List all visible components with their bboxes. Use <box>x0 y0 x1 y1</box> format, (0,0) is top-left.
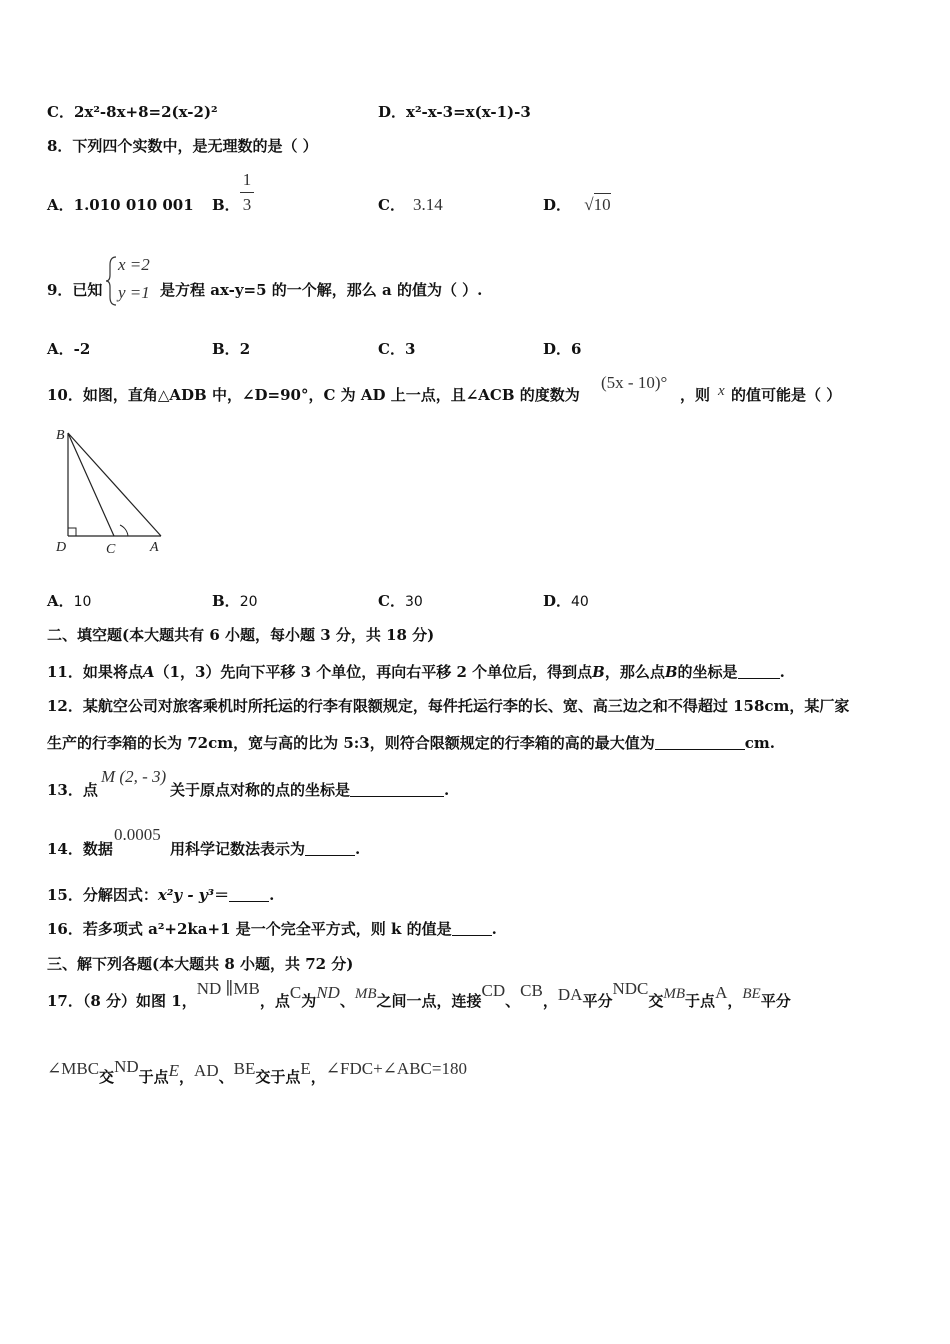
q8-option-b-fraction <box>240 170 254 215</box>
sqrt-sign-icon: √ <box>584 195 594 214</box>
q11-text-d: 的坐标是 <box>677 663 738 681</box>
q17-line2-text-e: 交于点 <box>255 1068 301 1086</box>
q15-equals: ＝ <box>214 886 230 904</box>
q17-math-4: MB <box>354 986 377 1002</box>
q15 <box>47 886 274 904</box>
q8-option-d <box>543 196 611 214</box>
sqrt-expression <box>584 196 610 214</box>
q11-text-b: （1，3）先向下平移 3 个单位，再向右平移 2 个单位后，得到点 <box>154 663 593 681</box>
q11 <box>47 663 785 681</box>
q10-option-b <box>212 592 258 611</box>
q12-line2-text: 生产的行李箱的长为 72cm，宽与高的比为 5:3，则符合限额规定的行李箱的高的最大值为 <box>47 734 655 752</box>
q17-text-k: ， <box>727 992 743 1010</box>
q17-math-10: A <box>715 983 728 1002</box>
point-m-expression: M (2, - 3) <box>101 767 167 786</box>
q9-option-d <box>543 340 581 358</box>
q17-line2-math-4: AD <box>194 1061 219 1080</box>
option-label: C． <box>378 196 405 214</box>
answer-blank <box>655 735 745 750</box>
q14-prefix: 14．数据 <box>47 840 113 858</box>
option-text: 2x²-8x+8=2(x-2)² <box>73 103 218 121</box>
q16-end: . <box>491 920 497 938</box>
q17-math-9: MB <box>663 986 686 1002</box>
q14-expression: 0.0005 <box>114 825 161 844</box>
q11-text-c: ，那么点 <box>604 663 665 681</box>
right-angle-mark-icon <box>68 528 76 536</box>
q15-end: . <box>269 886 275 904</box>
option-label: B． <box>212 340 240 358</box>
q17-line2 <box>47 1057 467 1086</box>
fraction-bar <box>240 192 254 193</box>
q9-option-c <box>378 340 415 358</box>
q9-option-a <box>47 340 90 358</box>
option-text: 6 <box>571 340 582 358</box>
answer-blank <box>305 841 355 856</box>
q17-text-i: 交 <box>648 992 664 1010</box>
q17-line2-math-7: ∠FDC+∠ABC=180 <box>325 1059 467 1078</box>
option-text: 3.14 <box>412 195 443 214</box>
q8-option-c <box>378 196 443 214</box>
option-label: D． <box>543 340 572 358</box>
q17-line1 <box>47 979 791 1011</box>
option-label: D． <box>543 196 572 214</box>
q17-text-d: 、 <box>339 992 355 1010</box>
q17-line2-math-3: E <box>168 1061 180 1080</box>
q17-text-e: 之间一点，连接 <box>376 992 482 1010</box>
q12-line1: 12．某航空公司对旅客乘机时所托运的行李有限额规定，每件托运行李的长、宽、高三边之和不得超过 158cm，某厂家 <box>47 697 850 715</box>
q17-line2-math-2: ND <box>114 1057 139 1076</box>
q11-end: . <box>779 663 785 681</box>
q16-text: 16．若多项式 a²+2ka+1 是一个完全平方式，则 k 的值是 <box>47 920 452 938</box>
q13-text: 关于原点对称的点的坐标是 <box>170 781 351 799</box>
q17-text-g: ， <box>542 992 558 1010</box>
q13-prefix: 13．点 <box>47 781 98 799</box>
q10-stem-a: 10．如图，直角△ADB 中，∠D=90°，C 为 AD 上一点，且∠ACB 的度数为 <box>47 386 580 404</box>
answer-blank <box>229 887 269 902</box>
q9-eq2: y =1 <box>118 283 150 302</box>
q9-option-b <box>212 340 250 358</box>
section-3-heading: 三、解下列各题(本大题共 8 小题，共 72 分) <box>47 955 354 973</box>
q14-body <box>170 840 360 858</box>
system-brace-icon <box>104 255 118 307</box>
option-label: D． <box>543 592 572 610</box>
q17-line2-text-a: 交 <box>99 1068 115 1086</box>
option-text: 3 <box>404 340 416 358</box>
option-label: B． <box>212 592 240 610</box>
q10-triangle-figure <box>54 425 174 560</box>
fraction-denominator: 3 <box>242 195 252 214</box>
option-label: C． <box>378 340 405 358</box>
q17-math-7: DA <box>557 985 583 1004</box>
q17-math-11: BE <box>742 986 761 1002</box>
option-text: 10 <box>73 594 92 610</box>
q15-expression: x²y - y³ <box>157 886 215 904</box>
point-a: A <box>142 663 155 681</box>
q17-math-1: ND ∥MB <box>196 979 260 998</box>
answer-blank <box>350 782 444 797</box>
point-b-2: B <box>664 663 678 681</box>
q10-expression: (5x - 10)° <box>601 373 668 392</box>
option-text: 2 <box>239 340 251 358</box>
q14-end: . <box>355 840 361 858</box>
option-text: 30 <box>404 594 423 610</box>
q17-line2-math-5: BE <box>233 1059 256 1078</box>
option-label: C． <box>378 592 405 610</box>
angle-arc-icon <box>120 525 128 536</box>
q10-stem-c: 的值可能是（ ） <box>731 386 842 404</box>
q17-math-5: CD <box>481 981 506 1000</box>
q17-line2-text-d: 、 <box>218 1068 234 1086</box>
option-label: A． <box>47 340 74 358</box>
q17-line2-text-b: 于点 <box>138 1068 169 1086</box>
q12-line2 <box>47 734 775 752</box>
vertex-d-label: D <box>56 540 67 555</box>
q9-prefix: 9．已知 <box>47 281 103 299</box>
q8-option-a <box>47 196 194 214</box>
q13-end: . <box>444 781 450 799</box>
q17-line2-text-c: ， <box>179 1068 195 1086</box>
answer-blank <box>452 921 492 936</box>
q7-option-c <box>47 103 218 121</box>
q15-text: 15．分解因式： <box>47 886 158 904</box>
q10-option-a <box>47 592 91 611</box>
option-label: C． <box>47 103 74 121</box>
q17-line2-math-1: ∠MBC <box>47 1059 100 1078</box>
q10-option-c <box>378 592 423 611</box>
q13-body <box>170 781 449 799</box>
q12-unit: cm. <box>744 734 775 752</box>
q17-text-h: 平分 <box>582 992 613 1010</box>
segment-bc <box>68 433 114 536</box>
q9-suffix: 是方程 ax-y=5 的一个解，那么 a 的值为（ ）. <box>160 281 483 299</box>
q16 <box>47 920 497 938</box>
vertex-c-label: C <box>106 542 116 557</box>
q11-text-a: 11．如果将点 <box>47 663 143 681</box>
q10-option-d <box>543 592 589 611</box>
sqrt-radicand: 10 <box>593 195 611 214</box>
option-text: 20 <box>239 594 258 610</box>
option-label: D． <box>378 103 407 121</box>
q17-text-b: ，点 <box>259 992 290 1010</box>
q8-stem: 8．下列四个实数中，是无理数的是（ ） <box>47 137 318 155</box>
option-label: A． <box>47 196 74 214</box>
q17-line2-text-f: ， <box>310 1068 326 1086</box>
option-text: 40 <box>571 594 589 610</box>
q17-text-j: 于点 <box>685 992 716 1010</box>
q17-math-8: NDC <box>612 979 649 998</box>
segment-ba <box>68 433 161 536</box>
option-text: 1.010 010 001 <box>73 196 194 214</box>
q17-math-3: ND <box>316 983 340 1002</box>
q7-option-d <box>378 103 531 121</box>
q13-expression <box>101 767 166 787</box>
point-b: B <box>592 663 605 681</box>
option-text: x²-x-3=x(x-1)-3 <box>406 103 531 121</box>
q14-text: 用科学记数法表示为 <box>170 840 306 858</box>
q10-variable: x <box>718 383 725 399</box>
q8-option-b-label: B． <box>212 196 240 214</box>
q17-text-a: 17．（8 分）如图 1， <box>47 992 197 1010</box>
q17-math-6: CB <box>520 981 543 1000</box>
section-2-heading: 二、填空题(本大题共有 6 小题，每小题 3 分，共 18 分) <box>47 626 435 644</box>
q10-stem-b: ，则 <box>680 386 711 404</box>
q17-text-c: 为 <box>301 992 317 1010</box>
fraction-numerator: 1 <box>242 170 252 189</box>
q17-text-f: 、 <box>505 992 521 1010</box>
q17-math-2: C <box>289 983 302 1002</box>
q9-eq1: x =2 <box>118 255 150 274</box>
option-text: -2 <box>73 340 91 358</box>
q10-stem <box>47 386 580 404</box>
vertex-b-label: B <box>56 428 65 443</box>
q17-text-l: 平分 <box>760 992 791 1010</box>
answer-blank <box>738 664 780 679</box>
vertex-a-label: A <box>150 540 159 555</box>
q17-line2-math-6: E <box>300 1059 311 1078</box>
option-label: A． <box>47 592 74 610</box>
